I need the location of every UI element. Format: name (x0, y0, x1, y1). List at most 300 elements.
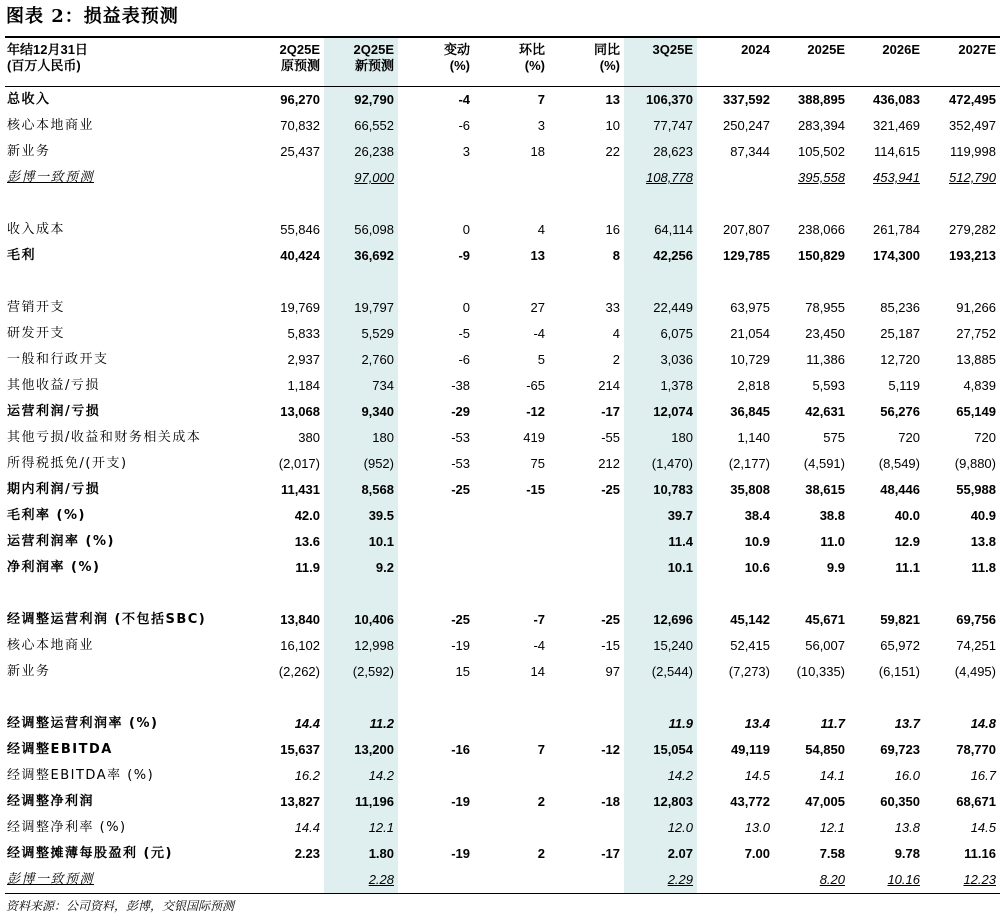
table-cell: 36,692 (354, 248, 394, 263)
table-cell: 70,832 (280, 118, 320, 133)
table-cell: -65 (526, 378, 545, 393)
table-row (5, 867, 1000, 893)
table-cell: 16.0 (894, 768, 920, 783)
table-cell: 1.80 (368, 846, 394, 861)
table-cell: 114,615 (873, 144, 920, 159)
table-cell: 13,200 (354, 742, 394, 757)
table-cell (398, 529, 474, 555)
table-cell: 1,378 (660, 378, 693, 393)
table-cell: 11.4 (668, 534, 693, 549)
table-row (5, 737, 1000, 763)
row-label: 经调整净利率 (%) (7, 820, 127, 835)
table-cell: 23,450 (805, 326, 845, 341)
table-cell: 3,036 (660, 352, 693, 367)
table-cell: (2,017) (278, 456, 320, 471)
table-cell (849, 581, 924, 607)
table-cell: 2.07 (667, 846, 693, 861)
table-cell: 9.2 (375, 560, 394, 575)
table-cell: 27 (530, 300, 545, 315)
table-cell: 11,431 (280, 482, 320, 497)
table-cell: 3 (462, 144, 470, 159)
table-cell: 1,140 (737, 430, 770, 445)
table-cell: 14.4 (294, 820, 320, 835)
table-cell (324, 685, 398, 711)
header-col-4 (474, 38, 549, 87)
table-cell: (2,544) (651, 664, 693, 679)
table-cell: 12,074 (653, 404, 693, 419)
header-col-7 (697, 38, 774, 87)
header-line1: 2024 (741, 42, 770, 57)
table-cell (398, 555, 474, 581)
table-cell: 14.2 (667, 768, 693, 783)
table-cell: 91,266 (956, 300, 996, 315)
table-cell: 214 (598, 378, 620, 393)
header-line1: 变动 (443, 42, 470, 57)
table-cell (398, 269, 474, 295)
table-cell: 9.78 (894, 846, 920, 861)
table-cell: 96,270 (280, 92, 320, 107)
table-cell: 6,075 (660, 326, 693, 341)
header-col-5 (549, 38, 624, 87)
row-label: 运营利润/亏损 (7, 404, 101, 419)
table-cell (474, 763, 549, 789)
table-cell (924, 191, 1000, 217)
table-cell: 279,282 (949, 222, 996, 237)
consensus-value: 12.23 (963, 872, 996, 887)
table-cell (549, 685, 624, 711)
consensus-value: 8.20 (819, 872, 845, 887)
table-cell: 2 (537, 846, 545, 861)
table-cell: -12 (601, 742, 620, 757)
table-cell: 13.7 (894, 716, 920, 731)
row-label: 经调整EBITDA (7, 742, 113, 757)
table-row (5, 87, 1000, 114)
consensus-value: 10.16 (887, 872, 920, 887)
table-cell: 2,818 (737, 378, 770, 393)
table-row (5, 243, 1000, 269)
table-cell (924, 269, 1000, 295)
spacer-row (5, 191, 1000, 217)
row-label: 经调整摊薄每股盈利 (元) (7, 846, 173, 861)
table-cell (924, 581, 1000, 607)
table-cell: 13.0 (744, 820, 770, 835)
table-cell: 5,119 (888, 378, 920, 393)
header-line1: 2027E (958, 42, 996, 57)
table-cell (398, 763, 474, 789)
table-cell: 48,446 (880, 482, 920, 497)
table-cell: 1,184 (287, 378, 320, 393)
table-cell (324, 191, 398, 217)
table-cell: 129,785 (723, 248, 770, 263)
header-line1: 环比 (518, 42, 545, 57)
row-label: 所得税抵免/(开支) (7, 456, 128, 471)
row-label: 毛利 (7, 248, 37, 263)
table-cell (774, 269, 849, 295)
table-cell: 22,449 (653, 300, 693, 315)
table-cell (697, 685, 774, 711)
table-cell (849, 269, 924, 295)
table-cell (248, 191, 324, 217)
row-label: 经调整EBITDA率 (%) (7, 768, 155, 783)
table-cell (624, 685, 697, 711)
table-cell: 7.58 (819, 846, 845, 861)
table-cell: 13.8 (894, 820, 920, 835)
header-line2: (%) (449, 58, 470, 73)
table-cell: 52,415 (730, 638, 770, 653)
table-cell: 49,119 (730, 742, 770, 757)
table-cell: 8 (612, 248, 620, 263)
table-cell: 56,007 (805, 638, 845, 653)
table-cell: (4,495) (954, 664, 996, 679)
table-cell: 13,885 (956, 352, 996, 367)
table-cell: 174,300 (873, 248, 920, 263)
consensus-value: 2.29 (667, 872, 693, 887)
row-label (5, 581, 248, 607)
table-cell: -6 (458, 118, 470, 133)
table-row (5, 789, 1000, 815)
table-cell: 16.2 (294, 768, 320, 783)
table-cell: 13.8 (970, 534, 996, 549)
table-cell: 14.2 (368, 768, 394, 783)
table-cell (849, 685, 924, 711)
table-cell: 261,784 (873, 222, 920, 237)
consensus-value: 97,000 (354, 170, 394, 185)
table-cell: 35,808 (730, 482, 770, 497)
table-cell (549, 711, 624, 737)
table-cell: 25,187 (880, 326, 920, 341)
table-cell: 388,895 (798, 92, 845, 107)
table-cell: (2,262) (278, 664, 320, 679)
table-cell (248, 269, 324, 295)
table-cell: 97 (605, 664, 620, 679)
table-cell (248, 581, 324, 607)
table-cell: 720 (974, 430, 996, 445)
table-cell: (952) (363, 456, 394, 471)
table-cell: 0 (462, 222, 470, 237)
table-cell (849, 165, 924, 191)
table-cell (398, 867, 474, 893)
row-label: 新业务 (7, 144, 51, 159)
table-cell: 45,142 (730, 612, 770, 627)
table-cell (474, 191, 549, 217)
table-cell: -19 (451, 638, 470, 653)
table-cell (474, 815, 549, 841)
table-row (5, 399, 1000, 425)
table-cell: 105,502 (798, 144, 845, 159)
table-cell: -55 (601, 430, 620, 445)
table-cell: -4 (533, 638, 545, 653)
table-cell: 150,829 (798, 248, 845, 263)
table-row (5, 477, 1000, 503)
table-cell: 337,592 (723, 92, 770, 107)
table-cell (549, 763, 624, 789)
table-cell (248, 165, 324, 191)
table-cell (697, 191, 774, 217)
table-cell: 13 (605, 92, 620, 107)
table-cell (774, 867, 849, 893)
table-cell: 2 (612, 352, 620, 367)
table-cell (474, 685, 549, 711)
table-cell (324, 867, 398, 893)
table-cell: 54,850 (805, 742, 845, 757)
table-cell: (1,470) (651, 456, 693, 471)
table-cell: 12,720 (880, 352, 920, 367)
table-cell (474, 711, 549, 737)
table-cell: -25 (451, 612, 470, 627)
table-cell: 22 (605, 144, 620, 159)
table-cell: 78,770 (956, 742, 996, 757)
table-row (5, 139, 1000, 165)
consensus-value: 2.28 (368, 872, 394, 887)
table-cell: 9.9 (826, 560, 845, 575)
table-cell: 11.1 (895, 560, 920, 575)
table-cell: 12.1 (368, 820, 394, 835)
table-cell (398, 191, 474, 217)
header-col-6 (624, 38, 697, 87)
table-cell: -4 (458, 92, 470, 107)
table-cell: 10,783 (653, 482, 693, 497)
table-cell: 14.1 (819, 768, 845, 783)
row-label: 核心本地商业 (7, 118, 95, 133)
row-label: 经调整运营利润率 (%) (7, 716, 159, 731)
page-title: 图表 2：损益表预测 (6, 6, 179, 27)
table-cell: 2,760 (361, 352, 394, 367)
table-cell (398, 503, 474, 529)
table-cell (549, 815, 624, 841)
header-col-2 (324, 38, 398, 87)
row-label: 经调整运营利润 (不包括SBC) (7, 612, 207, 627)
table-cell: 69,756 (956, 612, 996, 627)
table-cell: 8,568 (361, 482, 394, 497)
row-label: 彭博一致预测 (7, 872, 95, 887)
table-cell (624, 867, 697, 893)
table-cell: 472,495 (949, 92, 996, 107)
table-cell: 11.9 (295, 560, 320, 575)
table-cell: 59,821 (880, 612, 920, 627)
table-cell: 0 (462, 300, 470, 315)
table-cell: 42.0 (294, 508, 320, 523)
table-cell: 9,340 (361, 404, 394, 419)
table-row (5, 425, 1000, 451)
table-cell: 85,236 (880, 300, 920, 315)
table-cell: 16,102 (280, 638, 320, 653)
header-line1: 3Q25E (652, 42, 693, 57)
spacer-row (5, 581, 1000, 607)
table-cell (398, 711, 474, 737)
table-cell (398, 581, 474, 607)
table-cell: 64,114 (654, 222, 693, 237)
table-cell (324, 581, 398, 607)
bottom-rule (5, 893, 1000, 894)
table-cell (624, 191, 697, 217)
table-cell (248, 867, 324, 893)
table-cell: 27,752 (956, 326, 996, 341)
table-cell: 106,370 (646, 92, 693, 107)
table-cell (398, 815, 474, 841)
table-cell: 11.2 (369, 716, 394, 731)
table-row (5, 607, 1000, 633)
table-cell: 10,729 (730, 352, 770, 367)
table-row (5, 555, 1000, 581)
header-col-9 (849, 38, 924, 87)
table-cell: 55,988 (956, 482, 996, 497)
row-label: 毛利率 (%) (7, 508, 86, 523)
table-cell: -15 (526, 482, 545, 497)
table-cell: 380 (298, 430, 320, 445)
table-cell: 56,098 (354, 222, 394, 237)
table-cell: 63,975 (730, 300, 770, 315)
table-cell: 180 (372, 430, 394, 445)
table-cell: 180 (671, 430, 693, 445)
table-cell: -29 (451, 404, 470, 419)
table-cell: 55,846 (280, 222, 320, 237)
row-label: 一般和行政开支 (7, 352, 109, 367)
row-label (5, 269, 248, 295)
table-row (5, 347, 1000, 373)
table-cell: 36,845 (730, 404, 770, 419)
table-cell (549, 269, 624, 295)
table-cell: 42,256 (653, 248, 693, 263)
table-cell (624, 581, 697, 607)
table-cell: 10.9 (744, 534, 770, 549)
table-row (5, 711, 1000, 737)
table-cell (697, 581, 774, 607)
table-cell: 734 (372, 378, 394, 393)
row-label: 其他亏损/收益和财务相关成本 (7, 430, 202, 445)
table-cell: 5,529 (361, 326, 394, 341)
header-line1: 2Q25E (353, 42, 394, 57)
table-cell (324, 269, 398, 295)
header-line2: (%) (524, 58, 545, 73)
row-label (5, 191, 248, 217)
table-cell: 10.1 (667, 560, 693, 575)
row-label: 收入成本 (7, 222, 66, 237)
table-cell: 5,833 (287, 326, 320, 341)
header-line1: 2026E (882, 42, 920, 57)
header-line2: 新预测 (354, 58, 394, 73)
table-cell: 87,344 (730, 144, 770, 159)
table-cell: 12,998 (354, 638, 394, 653)
table-cell: 77,747 (653, 118, 693, 133)
table-cell: 15,054 (653, 742, 693, 757)
table-cell: 10.1 (368, 534, 394, 549)
table-cell: 16 (605, 222, 620, 237)
table-cell: 75 (530, 456, 545, 471)
table-cell: 720 (898, 430, 920, 445)
consensus-value: 395,558 (798, 170, 845, 185)
table-cell: 212 (598, 456, 620, 471)
table-cell: 14 (530, 664, 545, 679)
table-cell: 47,005 (805, 794, 845, 809)
table-cell: -53 (451, 456, 470, 471)
table-cell: 11.8 (971, 560, 996, 575)
table-header-row (5, 38, 1000, 87)
table-cell: 69,723 (880, 742, 920, 757)
table-cell: -25 (601, 482, 620, 497)
row-label: 营销开支 (7, 300, 66, 315)
row-label: 净利润率 (%) (7, 560, 101, 575)
table-cell: -12 (526, 404, 545, 419)
table-row (5, 841, 1000, 867)
table-row (5, 113, 1000, 139)
table-cell (697, 165, 774, 191)
table-cell: 56,276 (880, 404, 920, 419)
table-cell (774, 165, 849, 191)
table-cell: 14.4 (294, 716, 320, 731)
table-cell: 60,350 (880, 794, 920, 809)
table-cell: 39.5 (368, 508, 394, 523)
table-cell: 92,790 (354, 92, 394, 107)
table-body (5, 87, 1000, 894)
table-cell: 15,240 (653, 638, 693, 653)
table-cell: 68,671 (956, 794, 996, 809)
table-cell: 193,213 (949, 248, 996, 263)
table-row (5, 503, 1000, 529)
row-label: 经调整净利润 (7, 794, 95, 809)
table-cell: 19,797 (354, 300, 394, 315)
table-cell (849, 191, 924, 217)
table-cell: -17 (601, 404, 620, 419)
table-cell: 12.0 (667, 820, 693, 835)
table-cell (474, 165, 549, 191)
row-label: 其他收益/亏损 (7, 378, 100, 393)
table-cell: 42,631 (805, 404, 845, 419)
table-cell (924, 867, 1000, 893)
table-cell: 419 (523, 430, 545, 445)
table-cell: 575 (823, 430, 845, 445)
table-cell: 65,972 (880, 638, 920, 653)
table-cell: -9 (458, 248, 470, 263)
header-label (5, 38, 248, 87)
table-row (5, 451, 1000, 477)
table-cell: 11,196 (354, 794, 394, 809)
table-cell (924, 685, 1000, 711)
table-cell: 13 (530, 248, 545, 263)
table-cell: (7,273) (728, 664, 770, 679)
table-cell: 66,552 (354, 118, 394, 133)
table-cell: 40.9 (970, 508, 996, 523)
table-cell: 19,769 (280, 300, 320, 315)
table-cell (549, 581, 624, 607)
table-cell: -38 (451, 378, 470, 393)
table-cell: 436,083 (873, 92, 920, 107)
table-row (5, 217, 1000, 243)
table-cell: 38.4 (744, 508, 770, 523)
table-cell: 12.9 (894, 534, 920, 549)
table-cell: 65,149 (956, 404, 996, 419)
row-label: 期内利润/亏损 (7, 482, 101, 497)
table-cell (474, 503, 549, 529)
table-cell: (6,151) (878, 664, 920, 679)
table-cell: 74,251 (956, 638, 996, 653)
table-cell: 38,615 (805, 482, 845, 497)
table-cell: 12,803 (653, 794, 693, 809)
spacer-row (5, 269, 1000, 295)
table-cell: 321,469 (873, 118, 920, 133)
table-cell: 15 (455, 664, 470, 679)
table-row (5, 165, 1000, 191)
table-cell: 10,406 (354, 612, 394, 627)
table-cell (774, 685, 849, 711)
table-cell (549, 191, 624, 217)
header-line1: 2Q25E (279, 42, 320, 57)
table-row (5, 633, 1000, 659)
table-cell: 26,238 (354, 144, 394, 159)
table-cell: 5 (537, 352, 545, 367)
table-cell: -4 (533, 326, 545, 341)
header-line1: 年结12月31日 (7, 42, 88, 57)
table-cell: 352,497 (949, 118, 996, 133)
